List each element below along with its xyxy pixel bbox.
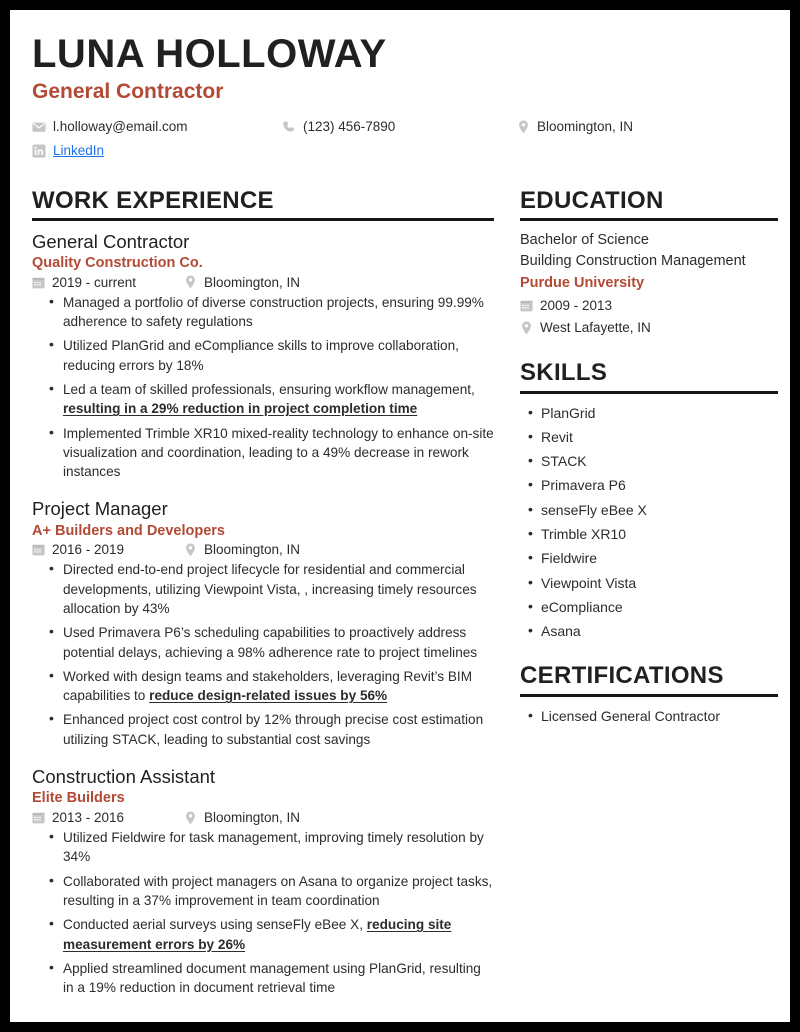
job-bullet: • Utilized Fieldwire for task management, improving timely resolution by 34%	[63, 828, 494, 867]
section-divider	[520, 391, 778, 394]
section-certifications	[520, 663, 778, 725]
skills-title: SKILLS	[520, 359, 608, 387]
job-bullet: • Led a team of skilled professionals, ensuring workflow management, resulting in a 29% reduction in project completion time	[63, 380, 494, 419]
education-degree: Bachelor of Science	[520, 231, 649, 248]
job-bullet: • Conducted aerial surveys using senseFly eBee X, reducing site measurement errors by 26%	[63, 915, 494, 954]
calendar-icon	[520, 299, 533, 312]
skill-item: • Trimble XR10	[541, 524, 778, 544]
map-pin-icon	[520, 321, 533, 335]
contact-row	[32, 117, 768, 166]
education-field: Building Construction Management	[520, 252, 746, 269]
education-location-text: West Lafayette, IN	[540, 320, 651, 336]
candidate-name: LUNA HOLLOWAY	[32, 32, 387, 76]
job-bullet: • Implemented Trimble XR10 mixed-reality technology to enhance on-site visualization and coordination, leading to a 49% decrease in rework instances	[63, 424, 494, 482]
calendar-icon	[32, 276, 45, 289]
job-location-text: Bloomington, IN	[204, 810, 301, 826]
education-dates-text: 2009 - 2013	[540, 297, 613, 313]
contact-linkedin[interactable]	[32, 141, 282, 161]
skill-item: • Asana	[541, 621, 778, 641]
calendar-icon	[32, 543, 45, 556]
resume-header	[32, 34, 768, 166]
skills-list	[520, 403, 778, 642]
skill-item: • senseFly eBee X	[541, 500, 778, 520]
skill-item: • Revit	[541, 427, 778, 447]
job-role: Construction Assistant	[32, 766, 216, 788]
job-bullet: • Worked with design teams and stakeholders, leveraging Revit’s BIM capabilities to reduce design-related issues by 56%	[63, 667, 494, 706]
work-experience-title: WORK EXPERIENCE	[32, 186, 274, 214]
right-column	[520, 188, 778, 730]
job-dates	[32, 275, 184, 290]
calendar-icon	[32, 811, 45, 824]
map-pin-icon	[517, 120, 530, 134]
section-skills	[520, 360, 778, 641]
job-location	[184, 542, 300, 557]
contact-email-text: l.holloway@email.com	[53, 119, 188, 135]
certifications-list	[520, 706, 778, 726]
section-divider	[32, 218, 494, 221]
education-school: Purdue University	[520, 274, 645, 291]
skill-item: • PlanGrid	[541, 403, 778, 423]
linkedin-link[interactable]: LinkedIn	[53, 143, 105, 159]
job-location	[184, 810, 300, 825]
job-meta	[32, 542, 494, 557]
section-education	[520, 188, 778, 339]
contact-phone[interactable]	[282, 117, 517, 137]
job-bullet-list	[32, 293, 494, 482]
resume-page	[10, 10, 790, 1022]
job-entry	[32, 230, 494, 482]
certifications-title: CERTIFICATIONS	[520, 662, 724, 690]
job-meta	[32, 810, 494, 825]
job-bullet-emphasis: reducing site measurement errors by 26%	[63, 917, 452, 952]
map-pin-icon	[184, 275, 197, 289]
job-entry	[32, 765, 494, 997]
job-bullet: • Applied streamlined document management using PlanGrid, resulting in a 19% reduction in document retrieval time	[63, 959, 494, 998]
left-column	[32, 188, 494, 1003]
education-location	[520, 318, 778, 338]
job-bullet: • Enhanced project cost control by 12% through precise cost estimation utilizing STACK, leading to substantial cost savings	[63, 710, 494, 749]
education-dates	[520, 296, 778, 316]
contact-email[interactable]	[32, 117, 282, 137]
envelope-icon	[32, 120, 46, 134]
skill-item: • eCompliance	[541, 597, 778, 617]
job-bullet-list	[32, 828, 494, 997]
job-location-text: Bloomington, IN	[204, 542, 301, 558]
job-bullet-emphasis: resulting in a 29% reduction in project completion time	[63, 401, 418, 417]
job-bullet: • Directed end-to-end project lifecycle for residential and commercial developments, utilizing Viewpoint Vista, , increasing timely resources allocation by 43%	[63, 560, 494, 618]
job-role: Project Manager	[32, 498, 168, 520]
job-meta	[32, 275, 494, 290]
skill-item: • STACK	[541, 451, 778, 471]
job-dates	[32, 810, 184, 825]
section-divider	[520, 694, 778, 697]
job-company: Elite Builders	[32, 790, 125, 807]
job-bullet: • Utilized PlanGrid and eCompliance skills to improve collaboration, reducing errors by 18%	[63, 336, 494, 375]
job-location	[184, 275, 300, 290]
contact-phone-text: (123) 456-7890	[303, 119, 396, 135]
job-dates-text: 2013 - 2016	[52, 810, 125, 826]
contact-location	[517, 117, 633, 137]
education-title: EDUCATION	[520, 186, 664, 214]
job-dates-text: 2019 - current	[52, 274, 137, 290]
job-company: A+ Builders and Developers	[32, 522, 225, 539]
certification-item: • Licensed General Contractor	[541, 706, 778, 726]
map-pin-icon	[184, 543, 197, 557]
section-work-experience	[32, 188, 494, 998]
section-divider	[520, 218, 778, 221]
phone-icon	[282, 120, 296, 134]
job-bullet-emphasis: reduce design-related issues by 56%	[149, 688, 388, 704]
contact-location-text: Bloomington, IN	[537, 119, 634, 135]
job-dates	[32, 542, 184, 557]
job-bullet: • Managed a portfolio of diverse construction projects, ensuring 99.99% adherence to safety regulations	[63, 293, 494, 332]
job-bullet: • Collaborated with project managers on Asana to organize project tasks, resulting in a 37% improvement in team coordination	[63, 872, 494, 911]
job-role: General Contractor	[32, 230, 190, 252]
map-pin-icon	[184, 811, 197, 825]
job-list	[32, 230, 494, 998]
job-entry	[32, 497, 494, 749]
job-location-text: Bloomington, IN	[204, 274, 301, 290]
candidate-job-title: General Contractor	[32, 80, 224, 103]
linkedin-icon	[32, 144, 46, 158]
job-dates-text: 2016 - 2019	[52, 542, 125, 558]
job-bullet-list	[32, 560, 494, 749]
skill-item: • Viewpoint Vista	[541, 573, 778, 593]
skill-item: • Fieldwire	[541, 548, 778, 568]
job-company: Quality Construction Co.	[32, 254, 203, 271]
job-bullet: • Used Primavera P6’s scheduling capabilities to proactively address potential delays, achieving a 98% adherence rate to project timelines	[63, 623, 494, 662]
skill-item: • Primavera P6	[541, 475, 778, 495]
resume-body	[32, 188, 768, 1003]
